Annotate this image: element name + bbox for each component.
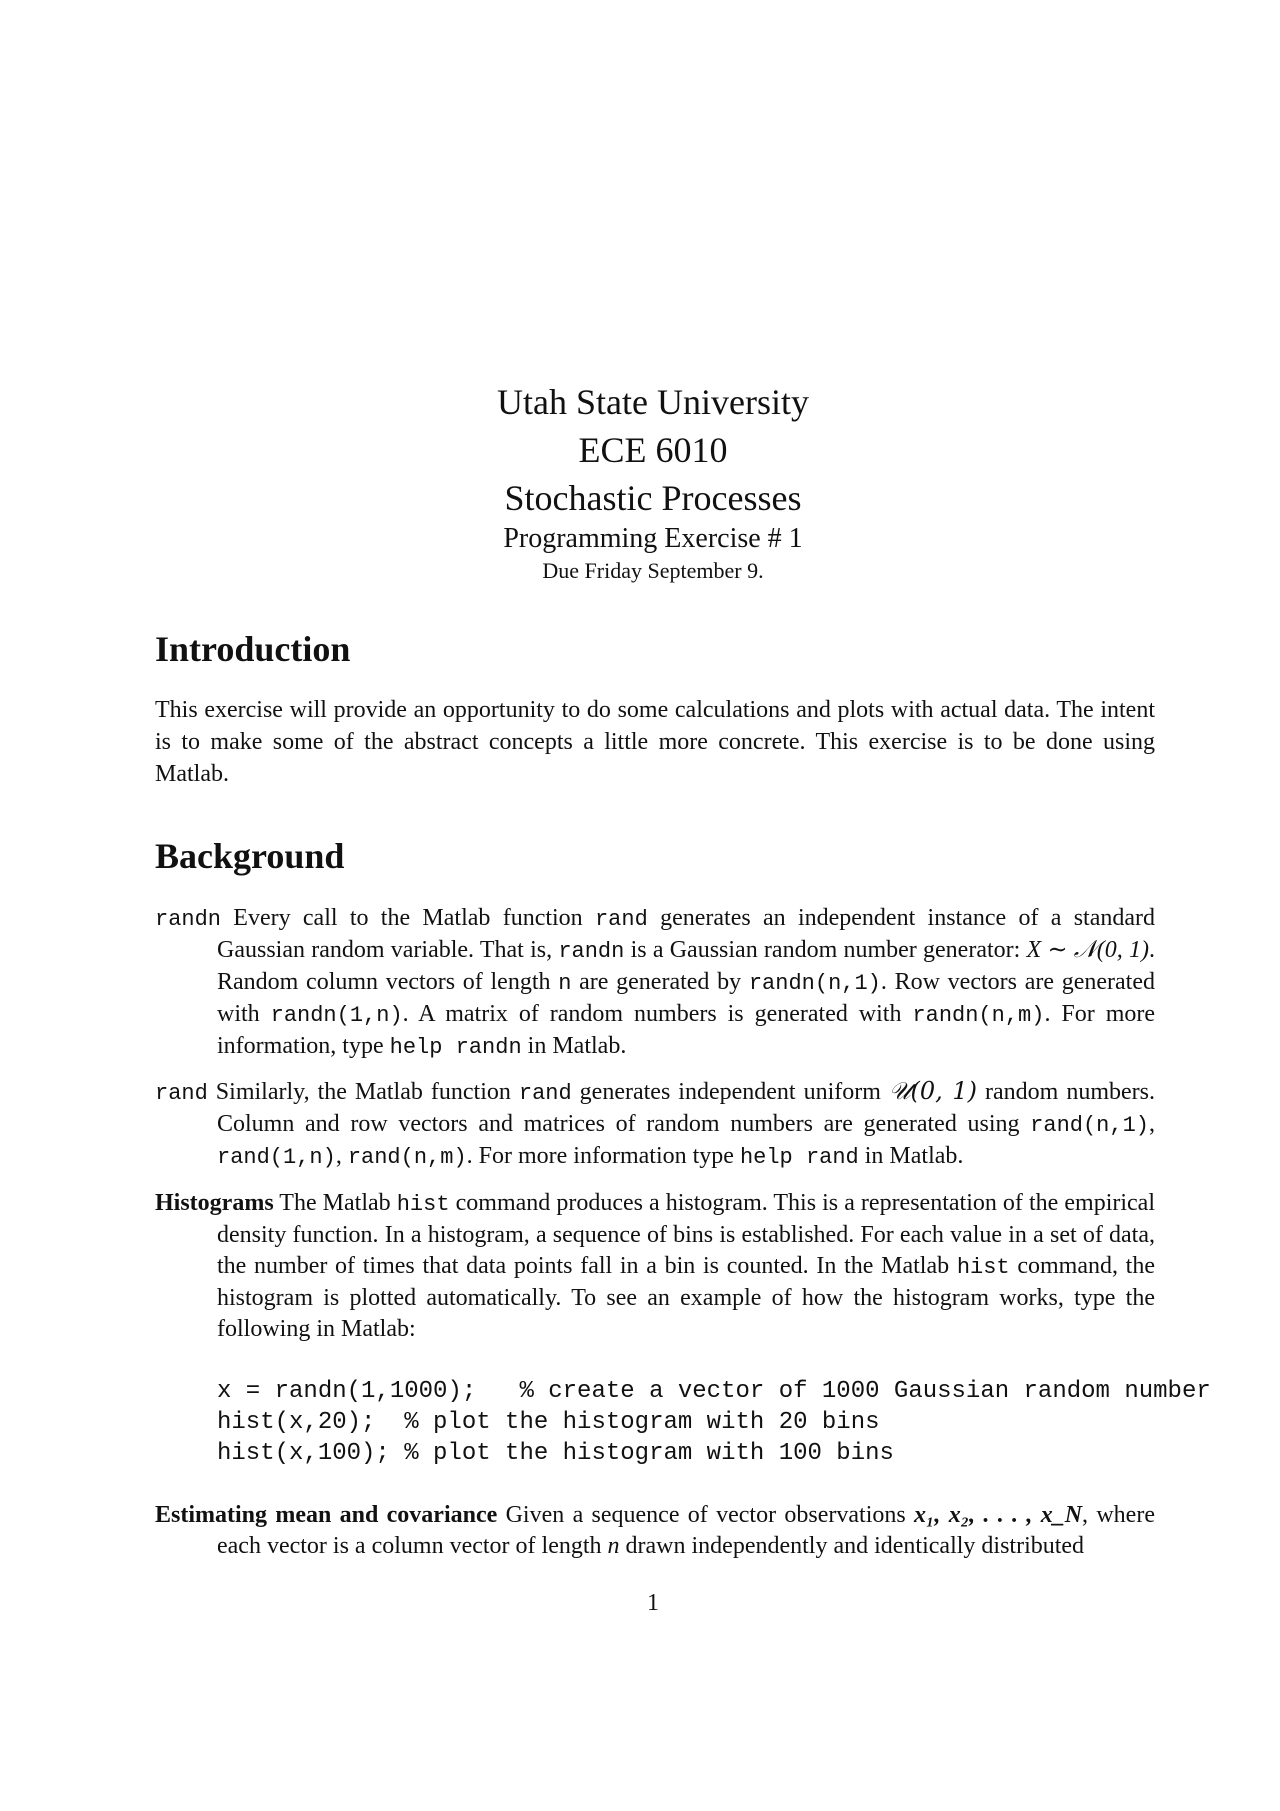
assignment-title: Programming Exercise # 1: [503, 523, 803, 554]
background-heading: Background: [155, 836, 345, 876]
rand-term: rand: [155, 1081, 208, 1106]
histograms-term: Histograms: [155, 1190, 274, 1216]
normal-distribution-math: X ∼ 𝒩(0, 1): [1026, 937, 1150, 963]
page-number: 1: [647, 1590, 659, 1616]
introduction-paragraph: This exercise will provide an opportunity to do some calculations and plots with actual data. The intent is to make some of the abstract concepts a little more concrete. This exercise is to be done using Matlab.: [155, 697, 1155, 787]
randn-term: randn: [155, 907, 222, 932]
code-line: hist(x,20); % plot the histogram with 20 bins: [217, 1409, 880, 1436]
course-subject: Stochastic Processes: [504, 478, 802, 518]
university-name: Utah State University: [497, 382, 809, 422]
code-line: x = randn(1,1000); % create a vector of 1000 Gaussian random number: [217, 1378, 1211, 1405]
randn-entry: randn Every call to the Matlab function rand generates an independent instance of a standard Gaussian random variable. That is, randn is a Gaussian random number generator: X ∼ 𝒩(0, 1). Random column vectors of length n are generated by randn(n,1). Row vectors are generated with randn(1,n). A matrix of random numbers is generated with randn(n,m). For more information, type help randn in Matlab.: [155, 905, 1156, 1060]
due-date: Due Friday September 9.: [542, 558, 764, 583]
code-line: hist(x,100); % plot the histogram with 100 bins: [217, 1440, 894, 1467]
histograms-entry: Histograms The Matlab hist command produces a histogram. This is a representation of the empirical density function. In a histogram, a sequence of bins is established. For each value in a set of data, the number of times that data points fall in a bin is counted. In the Matlab hist command, the histogram is plotted automatically. To see an example of how the histogram works, type the following in Matlab:: [155, 1190, 1156, 1342]
uniform-distribution-math: 𝒰(0, 1): [888, 1077, 978, 1105]
estimating-term: Estimating mean and covariance: [155, 1502, 498, 1528]
rand-entry: rand Similarly, the Matlab function rand generates independent uniform 𝒰(0, 1) random numbers. Column and row vectors and matrices of random numbers are generated using rand(n,1), rand(1,n), rand(n,m). For more information type help rand in Matlab.: [155, 1077, 1155, 1170]
observation-vectors-math: x₁, x₂, . . . , x_N: [914, 1502, 1083, 1528]
estimating-entry: Estimating mean and covariance Given a sequence of vector observations x₁, x₂, . . . , x_N, where each vector is a column vector of length n drawn independently and identically distributed: [155, 1502, 1155, 1559]
matlab-code-block: [217, 1376, 1211, 1469]
introduction-heading: Introduction: [155, 629, 351, 669]
title-block: [0, 378, 1280, 586]
course-number: ECE 6010: [578, 430, 728, 470]
